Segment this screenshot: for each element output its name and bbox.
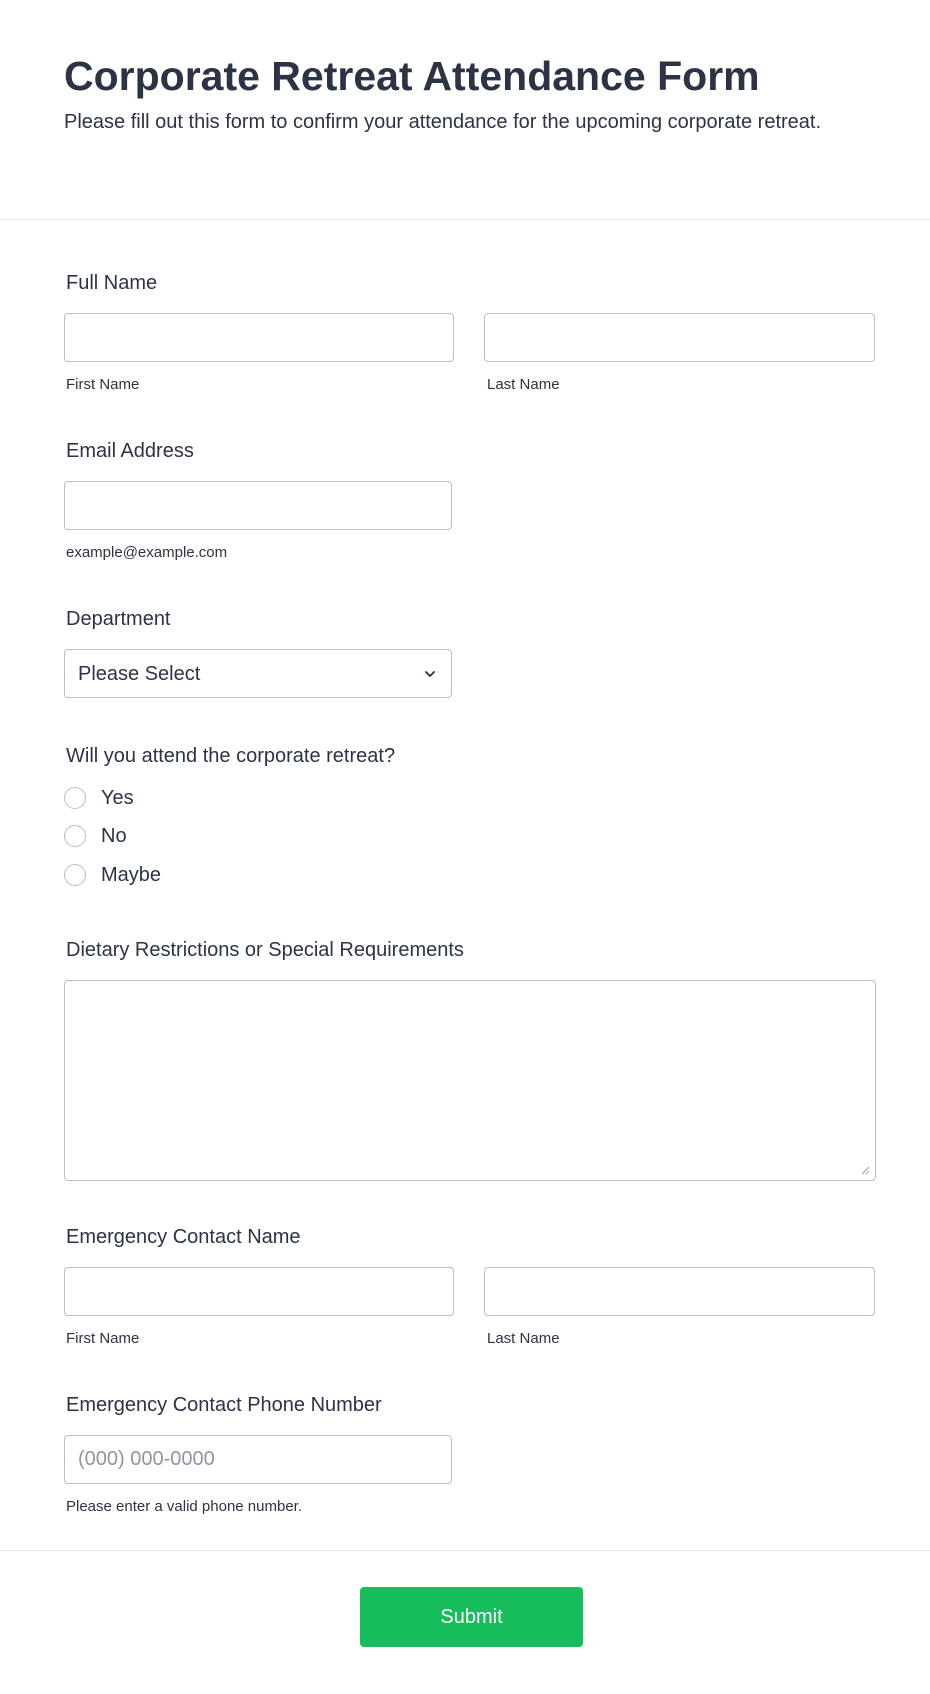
radio-button[interactable] <box>64 787 86 809</box>
radio-button[interactable] <box>64 864 86 886</box>
first-name-sublabel: First Name <box>66 376 140 393</box>
attendance-label: Will you attend the corporate retreat? <box>66 745 396 767</box>
form-title: Corporate Retreat Attendance Form <box>64 53 760 99</box>
dietary-textarea[interactable] <box>64 980 876 1181</box>
last-name-sublabel: Last Name <box>487 376 560 393</box>
email-label: Email Address <box>66 440 194 462</box>
department-select[interactable] <box>64 649 452 698</box>
emergency-phone-label: Emergency Contact Phone Number <box>66 1394 382 1416</box>
radio-button[interactable] <box>64 825 86 847</box>
emergency-name-label: Emergency Contact Name <box>66 1226 301 1248</box>
full-name-label: Full Name <box>66 272 158 294</box>
radio-label-no: No <box>101 825 127 847</box>
chevron-down-icon <box>423 667 437 681</box>
form-subtitle: Please fill out this form to confirm your attendance for the upcoming corporate retreat. <box>64 111 822 133</box>
department-label: Department <box>66 608 171 630</box>
resize-grip-icon[interactable] <box>860 1165 870 1175</box>
email-input[interactable] <box>64 481 452 530</box>
first-name-input[interactable] <box>64 313 454 362</box>
department-selected-value: Please Select <box>78 663 201 685</box>
emergency-last-name-input[interactable] <box>484 1267 875 1316</box>
emergency-last-name-sublabel: Last Name <box>487 1330 560 1347</box>
emergency-first-name-input[interactable] <box>64 1267 454 1316</box>
last-name-input[interactable] <box>484 313 875 362</box>
email-sublabel: example@example.com <box>66 544 228 561</box>
submit-button[interactable]: Submit <box>360 1587 583 1647</box>
form-header <box>0 0 930 220</box>
emergency-phone-input[interactable] <box>64 1435 452 1484</box>
emergency-phone-sublabel: Please enter a valid phone number. <box>66 1498 302 1515</box>
radio-label-maybe: Maybe <box>101 864 162 886</box>
radio-label-yes: Yes <box>101 787 134 809</box>
dietary-label: Dietary Restrictions or Special Requirements <box>66 939 464 961</box>
emergency-first-name-sublabel: First Name <box>66 1330 140 1347</box>
footer-divider <box>0 1550 930 1551</box>
